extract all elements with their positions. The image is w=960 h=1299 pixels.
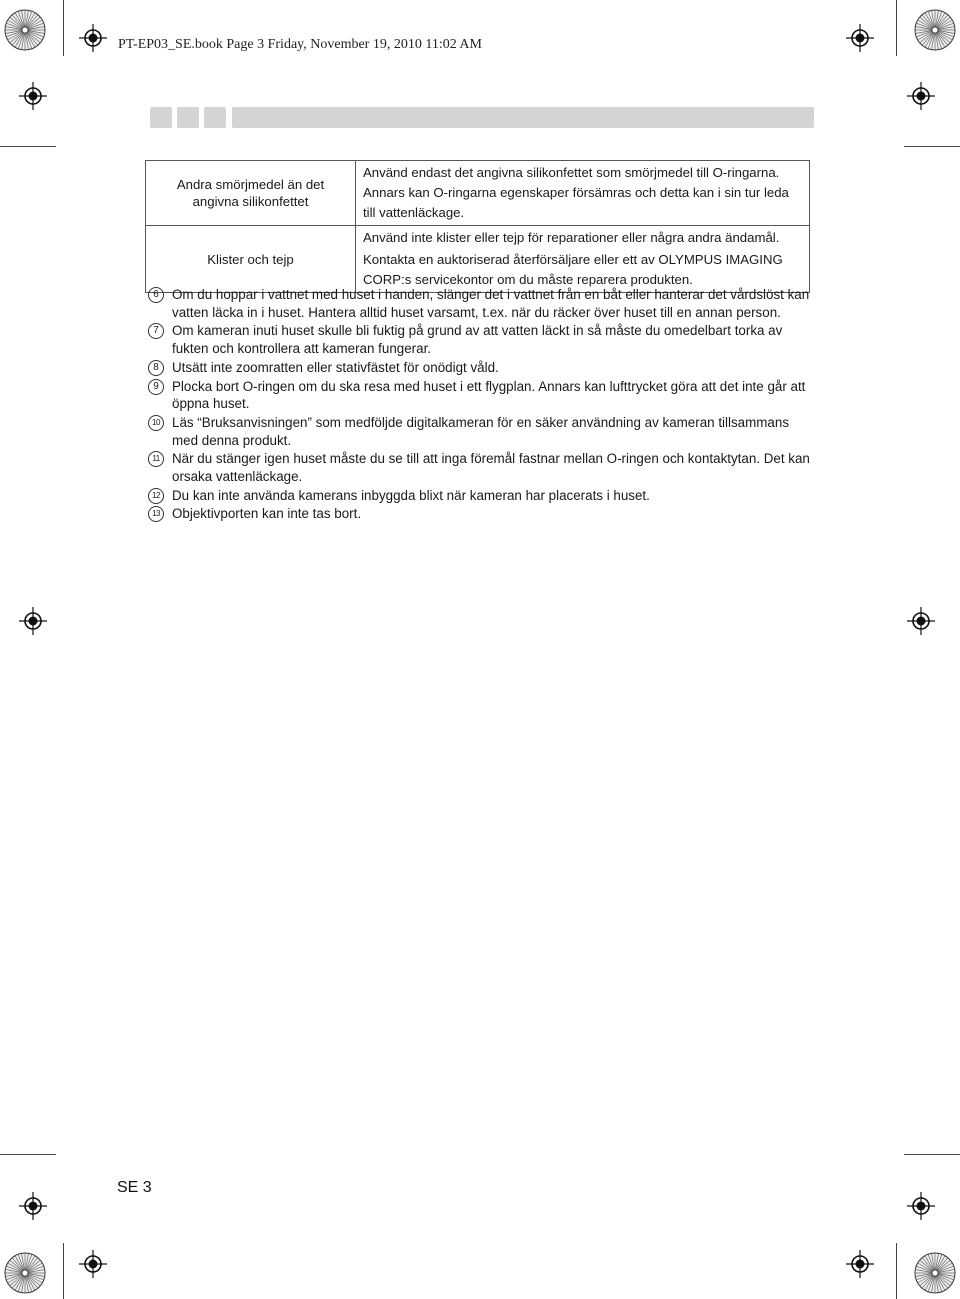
table-row-label: Klister och tejp	[146, 226, 356, 293]
list-item	[148, 322, 816, 357]
item-number-badge: 8	[148, 360, 164, 376]
crop-mark	[904, 1154, 960, 1155]
list-item-text: När du stänger igen huset måste du se till att inga föremål fastnar mellan O-ringen och kontaktytan. Det kan orsaka vattenläckage.	[172, 451, 810, 484]
registration-mark-icon	[79, 24, 107, 52]
registration-mark-icon	[846, 24, 874, 52]
item-number-badge: 11	[148, 451, 164, 467]
registration-mark-icon	[846, 1250, 874, 1278]
registration-mark-icon	[907, 607, 935, 635]
page-number: SE 3	[117, 1179, 152, 1196]
book-header-line: PT-EP03_SE.book Page 3 Friday, November 19, 2010 11:02 AM	[118, 37, 482, 52]
crop-mark	[0, 146, 56, 147]
list-item-text: Läs “Bruksanvisningen” som medföljde digitalkameran för en säker användning av kameran tillsammans med denna produkt.	[172, 414, 790, 448]
list-item-text: Du kan inte använda kamerans inbyggda blixt när kameran har placerats i huset.	[172, 487, 650, 503]
crop-mark	[63, 1243, 64, 1299]
item-number-badge: 12	[148, 488, 164, 504]
list-item-text: Plocka bort O-ringen om du ska resa med huset i ett flygplan. Annars kan lufttrycket göra att det inte går att öppna huset.	[172, 378, 806, 412]
table-row	[146, 226, 810, 293]
crop-mark	[896, 1243, 897, 1299]
crop-mark	[0, 1154, 56, 1155]
table-row-text: Använd inte klister eller tejp för reparationer eller några andra ändamål.	[363, 230, 780, 245]
color-wheel-mark-top-left	[3, 8, 47, 52]
item-number-badge: 9	[148, 379, 164, 395]
crop-mark	[896, 0, 897, 56]
numbered-list	[148, 286, 816, 524]
list-item-text: Utsätt inte zoomratten eller stativfästet för onödigt våld.	[172, 359, 499, 375]
list-item	[148, 505, 816, 523]
header-bar-segment	[177, 107, 199, 128]
color-wheel-mark-bottom-right	[913, 1251, 957, 1295]
color-wheel-mark-top-right	[913, 8, 957, 52]
registration-mark-icon	[907, 1192, 935, 1220]
item-number-badge: 13	[148, 506, 164, 522]
list-item	[148, 378, 816, 413]
list-item	[148, 286, 816, 321]
table-row-label: Andra smörjmedel än det angivna silikonfettet	[146, 161, 356, 226]
list-item-text: Objektivporten kan inte tas bort.	[172, 506, 362, 522]
list-item	[148, 450, 816, 485]
registration-mark-icon	[19, 1192, 47, 1220]
header-bar-segment	[204, 107, 226, 128]
table-row-value	[356, 226, 810, 293]
list-item-text: Om du hoppar i vattnet med huset i handen, slänger det i vattnet från en båt eller hanterar det vårdslöst kan vatten läcka in i huset. Hantera alltid huset varsamt, t.ex. när du räcker över huset till en annan person.	[172, 287, 810, 320]
registration-mark-icon	[79, 1250, 107, 1278]
item-number-badge: 7	[148, 323, 164, 339]
color-wheel-mark-bottom-left	[3, 1251, 47, 1295]
registration-mark-icon	[19, 82, 47, 110]
table-row	[146, 161, 810, 226]
table-row-text: Använd endast det angivna silikonfettet som smörjmedel till O-ringarna. Annars kan O-ringarna egenskaper försämras och detta kan i sin tur leda till vattenläckage.	[363, 165, 789, 220]
list-item-text: Om kameran inuti huset skulle bli fuktig på grund av att vatten läckt in så måste du omedelbart torka av fukten och kontrollera att kameran fungerar.	[172, 323, 783, 356]
table-row-value	[356, 161, 810, 226]
registration-mark-icon	[19, 607, 47, 635]
crop-mark	[63, 0, 64, 56]
list-item	[148, 414, 816, 449]
item-number-badge: 10	[148, 415, 164, 431]
registration-mark-icon	[907, 82, 935, 110]
item-number-badge: 6	[148, 287, 164, 303]
header-bar-segment	[150, 107, 172, 128]
info-table	[145, 160, 810, 293]
header-bar-segment	[232, 107, 814, 128]
crop-mark	[904, 146, 960, 147]
table-row-text: Kontakta en auktoriserad återförsäljare eller ett av OLYMPUS IMAGING CORP:s servicekontor om du måste reparera produkten.	[363, 252, 783, 287]
list-item	[148, 487, 816, 505]
list-item	[148, 359, 816, 377]
